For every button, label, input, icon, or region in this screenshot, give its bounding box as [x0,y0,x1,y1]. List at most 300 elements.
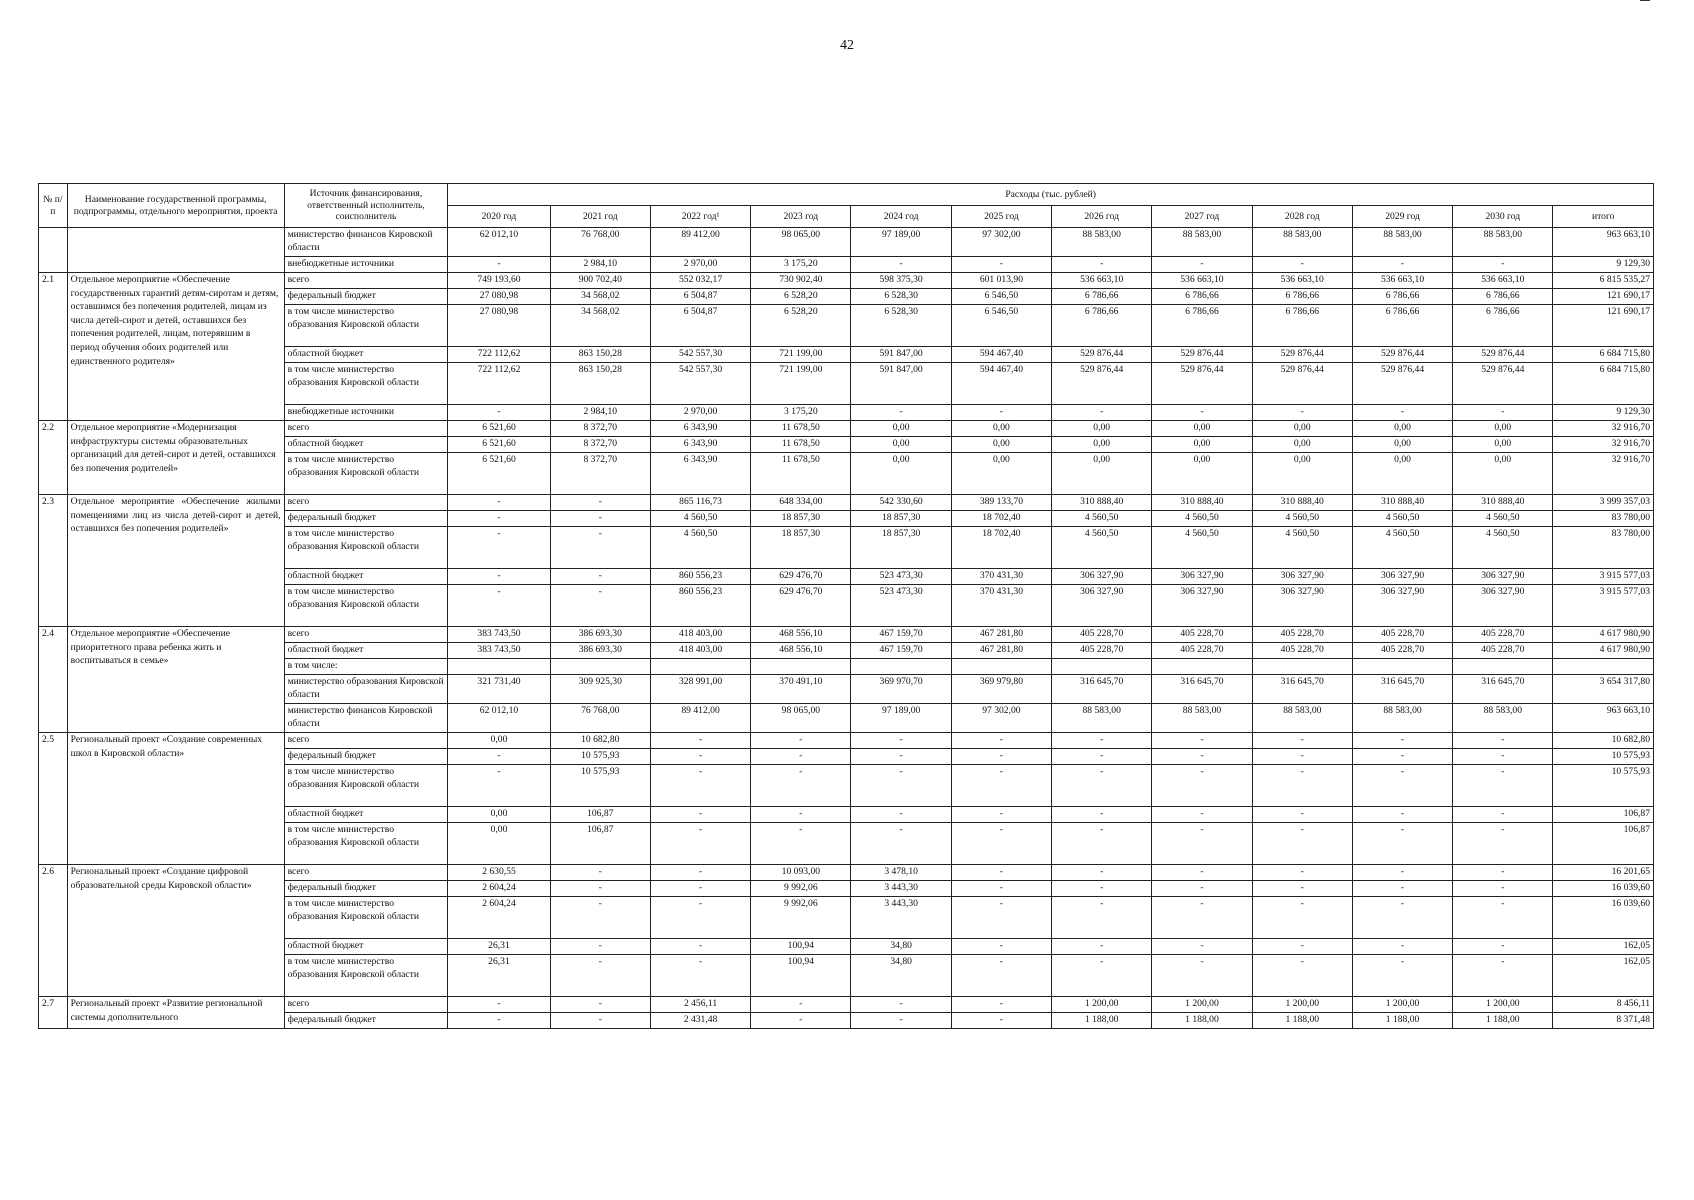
year-value: - [650,733,750,749]
year-value: 405 228,70 [1052,643,1152,659]
header-source: Источник финансирования, ответственный исполнитель, соисполнитель [284,184,448,228]
total-value: 963 663,10 [1553,704,1654,733]
year-value: - [650,749,750,765]
year-value: 2 984,10 [550,257,650,273]
year-value: 0,00 [851,437,951,453]
year-value: 76 768,00 [550,704,650,733]
year-value: 9 992,06 [751,881,851,897]
year-value: 389 133,70 [951,495,1051,511]
total-value: 8 456,11 [1553,997,1654,1013]
year-value: 306 327,90 [1252,569,1352,585]
year-value: - [1152,733,1252,749]
year-value: 721 199,00 [751,363,851,405]
year-value: 62 012,10 [448,704,550,733]
year-value: - [448,765,550,807]
year-value: - [1052,881,1152,897]
year-value: - [951,733,1051,749]
year-value: 0,00 [1052,437,1152,453]
year-value: - [1252,881,1352,897]
year-value: 6 786,66 [1252,289,1352,305]
year-value: 4 560,50 [1152,511,1252,527]
year-value: 6 786,66 [1352,289,1452,305]
budget-table-container [38,183,1654,1029]
year-value: - [650,881,750,897]
year-value: - [951,749,1051,765]
year-value: 4 560,50 [1252,527,1352,569]
year-value: - [1453,807,1553,823]
year-value: 88 583,00 [1152,228,1252,257]
year-value: 97 302,00 [951,228,1051,257]
row-number: 2.2 [39,421,68,495]
year-value: 369 979,80 [951,675,1051,704]
year-value: - [550,865,650,881]
year-value: 10 093,00 [751,865,851,881]
year-value [550,659,650,675]
year-value: - [1352,257,1452,273]
year-value: - [951,405,1051,421]
year-value: 18 702,40 [951,511,1051,527]
funding-source: всего [284,865,448,881]
funding-source: в том числе министерство образования Кировской области [284,955,448,997]
year-value: - [951,881,1051,897]
year-value: - [751,1013,851,1029]
year-value: - [448,511,550,527]
year-value: - [448,569,550,585]
year-value: 0,00 [1352,437,1452,453]
year-value: 310 888,40 [1252,495,1352,511]
year-value: 1 188,00 [1453,1013,1553,1029]
year-value: - [650,823,750,865]
year-value: 88 583,00 [1252,228,1352,257]
total-value: 16 201,65 [1553,865,1654,881]
year-value: - [550,881,650,897]
year-value: 316 645,70 [1352,675,1452,704]
year-value: - [550,939,650,955]
header-name: Наименование государственной программы, подпрограммы, отдельного мероприятия, проекта [67,184,284,228]
row-number: 2.6 [39,865,68,997]
year-value: 6 546,50 [951,289,1051,305]
year-value [448,659,550,675]
year-value: 9 992,06 [751,897,851,939]
table-row [39,273,1654,289]
header-year: 2027 год [1152,206,1252,228]
measure-name: Региональный проект «Развитие региональной системы дополнительного [67,997,284,1029]
year-value: 27 080,98 [448,305,550,347]
year-value: 2 630,55 [448,865,550,881]
total-value: 3 915 577,03 [1553,585,1654,627]
year-value: - [1052,865,1152,881]
year-value: - [650,865,750,881]
year-value: 316 645,70 [1453,675,1553,704]
year-value: - [1352,881,1452,897]
year-value: - [1052,765,1152,807]
year-value: 552 032,17 [650,273,750,289]
total-value: 10 575,93 [1553,749,1654,765]
total-value: 10 575,93 [1553,765,1654,807]
year-value: 3 443,30 [851,881,951,897]
year-value: 4 560,50 [650,527,750,569]
funding-source: в том числе министерство образования Кировской области [284,527,448,569]
year-value: - [851,257,951,273]
year-value: - [1252,897,1352,939]
year-value: 591 847,00 [851,363,951,405]
row-number: 2.1 [39,273,68,421]
year-value: 370 431,30 [951,585,1051,627]
year-value: 321 731,40 [448,675,550,704]
year-value: 529 876,44 [1352,363,1452,405]
year-value: - [1052,733,1152,749]
year-value: 405 228,70 [1352,627,1452,643]
year-value: - [650,939,750,955]
year-value: - [1252,257,1352,273]
header-year: 2025 год [951,206,1051,228]
year-value: 370 431,30 [951,569,1051,585]
table-row [39,495,1654,511]
header-year: 2023 год [751,206,851,228]
year-value: 386 693,30 [550,627,650,643]
funding-source: в том числе министерство образования Кировской области [284,823,448,865]
year-value: 0,00 [1152,453,1252,495]
year-value: - [1453,955,1553,997]
year-value: 0,00 [1252,453,1352,495]
year-value: 8 372,70 [550,453,650,495]
year-value: - [448,749,550,765]
year-value: 721 199,00 [751,347,851,363]
year-value: 4 560,50 [1252,511,1352,527]
year-value: 18 857,30 [851,527,951,569]
year-value: - [951,257,1051,273]
year-value: - [448,405,550,421]
year-value: 865 116,73 [650,495,750,511]
year-value: 370 491,10 [751,675,851,704]
year-value: 523 473,30 [851,585,951,627]
year-value: 10 575,93 [550,749,650,765]
total-value [1553,659,1654,675]
row-number [39,228,68,273]
measure-name: Отдельное мероприятие «Обеспечение государственных гарантий детям-сиротам и детям, оставшимся без попечения родителей, лицам из числа детей-сирот и детей, оставшихся без попечения родителей, лицам, потерявшим в период обучения обоих родителей или единственного родителя» [67,273,284,421]
header-year: 2021 год [550,206,650,228]
year-value: 310 888,40 [1352,495,1452,511]
year-value: - [851,1013,951,1029]
year-value: 89 412,00 [650,704,750,733]
total-value: 6 684 715,80 [1553,347,1654,363]
measure-name: Отдельное мероприятие «Модернизация инфраструктуры системы образовательных организаций для детей-сирот и детей, оставшихся без попечения родителей» [67,421,284,495]
year-value: 1 200,00 [1252,997,1352,1013]
total-value: 4 617 980,90 [1553,643,1654,659]
year-value: - [1352,749,1452,765]
year-value: - [851,749,951,765]
funding-source: в том числе министерство образования Кировской области [284,765,448,807]
year-value [1352,659,1452,675]
year-value: 648 334,00 [751,495,851,511]
year-value: 11 678,50 [751,453,851,495]
year-value: - [1352,733,1452,749]
year-value: - [1453,939,1553,955]
year-value: 6 504,87 [650,305,750,347]
year-value: 0,00 [851,453,951,495]
year-value: 11 678,50 [751,421,851,437]
year-value: 3 478,10 [851,865,951,881]
year-value: - [951,807,1051,823]
table-body [39,228,1654,1029]
year-value: - [751,823,851,865]
year-value [1453,659,1553,675]
year-value: - [550,569,650,585]
year-value: 2 970,00 [650,405,750,421]
total-value: 162,05 [1553,939,1654,955]
funding-source: министерство финансов Кировской области [284,228,448,257]
year-value: - [1252,939,1352,955]
year-value: 0,00 [851,421,951,437]
year-value: 88 583,00 [1052,704,1152,733]
year-value: - [751,807,851,823]
year-value: 405 228,70 [1152,643,1252,659]
year-value: - [1352,807,1452,823]
year-value: 536 663,10 [1453,273,1553,289]
year-value: 418 403,00 [650,643,750,659]
year-value: 0,00 [1352,453,1452,495]
year-value: - [1352,405,1452,421]
total-value: 10 682,80 [1553,733,1654,749]
year-value [1152,659,1252,675]
year-value: - [550,495,650,511]
year-value: 601 013,90 [951,273,1051,289]
year-value: 6 521,60 [448,437,550,453]
year-value: 18 857,30 [751,511,851,527]
year-value: 97 189,00 [851,704,951,733]
funding-source: всего [284,495,448,511]
year-value: 3 175,20 [751,405,851,421]
year-value: 310 888,40 [1152,495,1252,511]
year-value: 100,94 [751,939,851,955]
year-value: 536 663,10 [1152,273,1252,289]
year-value: 523 473,30 [851,569,951,585]
table-row [39,228,1654,257]
year-value: 0,00 [951,453,1051,495]
year-value: - [1252,405,1352,421]
year-value: 629 476,70 [751,569,851,585]
year-value: - [1152,897,1252,939]
year-value: - [1152,405,1252,421]
year-value: 369 970,70 [851,675,951,704]
year-value: - [951,765,1051,807]
year-value: 4 560,50 [650,511,750,527]
year-value: 2 970,00 [650,257,750,273]
year-value: 418 403,00 [650,627,750,643]
year-value: 0,00 [951,437,1051,453]
year-value: 0,00 [1453,437,1553,453]
total-value: 16 039,60 [1553,881,1654,897]
funding-source: всего [284,421,448,437]
year-value: - [851,765,951,807]
year-value: 10 682,80 [550,733,650,749]
year-value: 860 556,23 [650,569,750,585]
year-value [751,659,851,675]
year-value: 88 583,00 [1352,704,1452,733]
year-value: 306 327,90 [1152,569,1252,585]
year-value: - [1052,807,1152,823]
total-value: 106,87 [1553,823,1654,865]
year-value: - [448,997,550,1013]
year-value: 405 228,70 [1453,627,1553,643]
year-value: 529 876,44 [1052,347,1152,363]
year-value: - [650,765,750,807]
year-value: 594 467,40 [951,347,1051,363]
funding-source: в том числе министерство образования Кировской области [284,453,448,495]
year-value [851,659,951,675]
year-value: 316 645,70 [1052,675,1152,704]
year-value: 529 876,44 [1152,347,1252,363]
year-value: - [1352,955,1452,997]
total-value: 963 663,10 [1553,228,1654,257]
year-value: 0,00 [1152,437,1252,453]
year-value: 529 876,44 [1252,347,1352,363]
year-value: 2 456,11 [650,997,750,1013]
year-value: 62 012,10 [448,228,550,257]
year-value: 0,00 [1252,421,1352,437]
year-value: 542 557,30 [650,363,750,405]
year-value: 18 702,40 [951,527,1051,569]
year-value: 306 327,90 [1352,569,1452,585]
year-value: 106,87 [550,823,650,865]
year-value: 34,80 [851,955,951,997]
year-value: - [550,511,650,527]
year-value: - [1252,733,1352,749]
year-value: - [1152,257,1252,273]
year-value: - [550,585,650,627]
year-value: - [1252,807,1352,823]
year-value: - [1152,955,1252,997]
year-value: 536 663,10 [1052,273,1152,289]
year-value [1052,659,1152,675]
measure-name: Отдельное мероприятие «Обеспечение приоритетного права ребенка жить и воспитываться в семье» [67,627,284,733]
year-value: 2 984,10 [550,405,650,421]
year-value: - [1352,823,1452,865]
header-year: 2024 год [851,206,951,228]
year-value: 722 112,62 [448,347,550,363]
funding-source: федеральный бюджет [284,881,448,897]
total-value: 9 129,30 [1553,405,1654,421]
year-value: 467 159,70 [851,643,951,659]
year-value: 6 786,66 [1352,305,1452,347]
funding-source: в том числе министерство образования Кировской области [284,897,448,939]
year-value: 26,31 [448,955,550,997]
year-value: - [751,733,851,749]
year-value: 306 327,90 [1453,585,1553,627]
year-value: - [851,997,951,1013]
year-value: - [851,807,951,823]
year-value: - [851,405,951,421]
year-value: 6 786,66 [1152,305,1252,347]
row-number: 2.3 [39,495,68,627]
year-value: 730 902,40 [751,273,851,289]
edge-mark [1640,0,1650,1]
year-value: 6 786,66 [1152,289,1252,305]
year-value: 3 443,30 [851,897,951,939]
year-value: 1 200,00 [1052,997,1152,1013]
year-value: - [1453,257,1553,273]
year-value: 88 583,00 [1453,704,1553,733]
year-value: 1 200,00 [1152,997,1252,1013]
funding-source: областной бюджет [284,437,448,453]
year-value: - [951,939,1051,955]
year-value: 0,00 [1052,453,1152,495]
year-value: 1 200,00 [1453,997,1553,1013]
year-value: 106,87 [550,807,650,823]
year-value: 2 604,24 [448,881,550,897]
year-value: 88 583,00 [1352,228,1452,257]
year-value: 34,80 [851,939,951,955]
year-value: 6 786,66 [1453,305,1553,347]
header-year: итого [1553,206,1654,228]
year-value: - [951,1013,1051,1029]
year-value: 97 302,00 [951,704,1051,733]
year-value: 88 583,00 [1052,228,1152,257]
measure-name [67,228,284,273]
table-row [39,865,1654,881]
year-value: 0,00 [951,421,1051,437]
year-value: 306 327,90 [1252,585,1352,627]
year-value: 88 583,00 [1252,704,1352,733]
year-value: 0,00 [1352,421,1452,437]
year-value: - [1152,749,1252,765]
year-value: 467 159,70 [851,627,951,643]
year-value: 6 528,30 [851,289,951,305]
year-value: 306 327,90 [1052,569,1152,585]
year-value: 6 528,20 [751,305,851,347]
year-value: 405 228,70 [1453,643,1553,659]
year-value: - [951,955,1051,997]
year-value: 1 188,00 [1052,1013,1152,1029]
year-value: 863 150,28 [550,363,650,405]
year-value: 591 847,00 [851,347,951,363]
year-value: - [751,749,851,765]
year-value: 0,00 [448,823,550,865]
funding-source: федеральный бюджет [284,511,448,527]
year-value: 18 857,30 [751,527,851,569]
year-value: 6 786,66 [1052,289,1152,305]
measure-name: Отдельное мероприятие «Обеспечение жилыми помещениями лиц из числа детей-сирот и детей, оставшихся без попечения родителей» [67,495,284,627]
funding-source: всего [284,733,448,749]
total-value: 9 129,30 [1553,257,1654,273]
year-value: 6 528,20 [751,289,851,305]
total-value: 162,05 [1553,955,1654,997]
funding-source: в том числе министерство образования Кировской области [284,585,448,627]
row-number: 2.4 [39,627,68,733]
year-value [650,659,750,675]
total-value: 32 916,70 [1553,437,1654,453]
funding-source: внебюджетные источники [284,405,448,421]
year-value: - [951,897,1051,939]
header-year: 2029 год [1352,206,1452,228]
year-value: 88 583,00 [1152,704,1252,733]
year-value: 18 857,30 [851,511,951,527]
year-value: - [951,997,1051,1013]
year-value: 529 876,44 [1453,363,1553,405]
year-value: 536 663,10 [1352,273,1452,289]
year-value: - [1453,881,1553,897]
year-value: - [1052,955,1152,997]
year-value: 405 228,70 [1352,643,1452,659]
year-value: 6 343,90 [650,437,750,453]
page-number: 42 [840,38,854,53]
year-value: 4 560,50 [1352,527,1452,569]
year-value: 6 521,60 [448,453,550,495]
year-value: - [1453,865,1553,881]
year-value: 598 375,30 [851,273,951,289]
year-value: 27 080,98 [448,289,550,305]
year-value: - [1052,405,1152,421]
